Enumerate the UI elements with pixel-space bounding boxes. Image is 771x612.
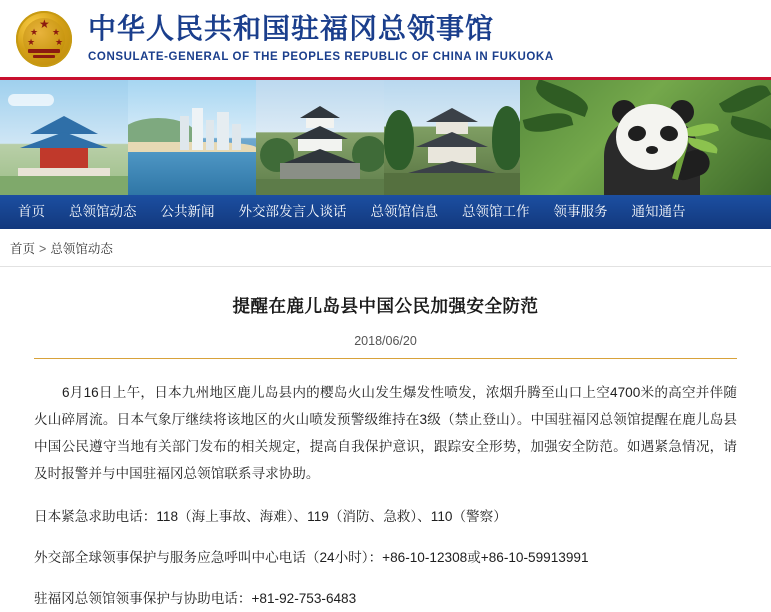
nav-item-mfa-spokesperson[interactable]: 外交部发言人谈话 xyxy=(238,204,347,219)
breadcrumb-separator: > xyxy=(39,242,47,256)
article-title: 提醒在鹿儿岛县中国公民加强安全防范 xyxy=(232,296,539,316)
banner-image-strip xyxy=(0,80,771,195)
nav-item-consulate-work[interactable]: 总领馆工作 xyxy=(462,204,530,219)
nav-item-notices[interactable]: 通知通告 xyxy=(631,204,686,219)
article-paragraph: 外交部全球领事保护与服务应急呼叫中心电话（24小时）：+86-10-12308或+86-10-59913991 xyxy=(34,550,589,565)
article-paragraph: 6月16日上午，日本九州地区鹿儿岛县内的樱岛火山发生爆发性喷发，浓烟升腾至山口上空4700米的高空并伴随火山碎屑流。日本气象厅继续将该地区的火山喷发预警级维持在3级（禁止登山）。中国驻福冈总领馆提醒在鹿儿岛县中国公民遵守当地有关部门发布的相关规定，提高自我保护意识，跟踪安全形势，加强安全防范。如遇紧急情况，请及时报警并与中国驻福冈总领馆联系寻求协助。 xyxy=(34,385,737,481)
article-body xyxy=(34,359,737,612)
nav-item-home[interactable]: 首页 xyxy=(18,204,45,219)
main-navigation[interactable] xyxy=(0,195,771,229)
nav-item-consulate-info[interactable]: 总领馆信息 xyxy=(370,204,438,219)
article-date: 2018/06/20 xyxy=(354,334,417,348)
site-header xyxy=(0,0,771,80)
site-title-en: CONSULATE-GENERAL OF THE PEOPLES REPUBLIC OF CHINA IN FUKUOKA xyxy=(88,50,554,63)
site-title-cn: 中华人民共和国驻福冈总领事馆 xyxy=(88,13,495,45)
article-paragraph: 驻福冈总领馆领事保护与协助电话：+81-92-753-6483 xyxy=(34,591,357,606)
breadcrumb-bar xyxy=(0,229,771,267)
china-national-emblem-icon: ★ ★ ★ ★ ★ xyxy=(14,9,74,69)
nav-item-consulate-news[interactable]: 总领馆动态 xyxy=(69,204,137,219)
nav-item-public-news[interactable]: 公共新闻 xyxy=(160,204,215,219)
article xyxy=(0,267,771,612)
breadcrumb-current: 总领馆动态 xyxy=(50,242,113,256)
temple-of-heaven-photo xyxy=(0,80,128,195)
nav-item-consular-service[interactable]: 领事服务 xyxy=(553,204,608,219)
fukuoka-bay-city-photo xyxy=(128,80,256,195)
japanese-shrine-photo xyxy=(384,80,520,195)
giant-panda-photo xyxy=(520,80,771,195)
breadcrumb xyxy=(0,229,771,266)
article-paragraph: 日本紧急求助电话：118（海上事故、海难）、119（消防、急救）、110（警察） xyxy=(34,509,507,524)
kumamoto-castle-photo xyxy=(256,80,384,195)
breadcrumb-link-home[interactable]: 首页 xyxy=(10,242,36,256)
